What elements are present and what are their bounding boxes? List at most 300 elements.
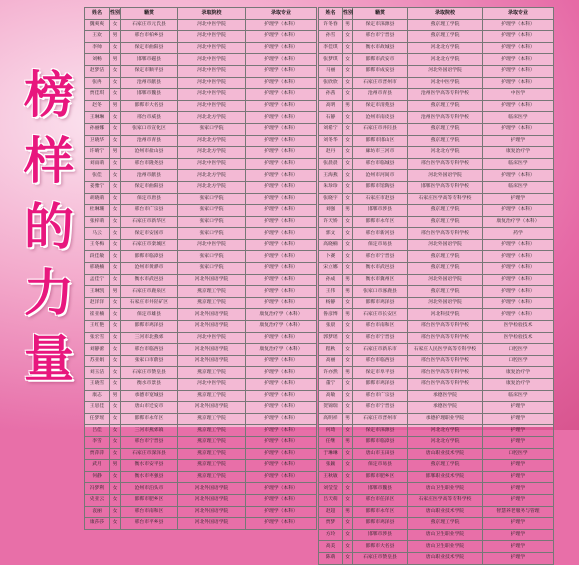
- gender-cell: 女: [110, 321, 121, 333]
- major-cell: 护理学（本科）: [246, 506, 317, 518]
- header-major: 录取专业: [483, 8, 554, 20]
- hometown-cell: 保定市清苑县: [353, 100, 408, 112]
- name-cell: 张晨晨: [319, 158, 343, 170]
- college-cell: 河北北方学院: [178, 170, 246, 182]
- title-char: 榜: [24, 65, 74, 124]
- table-row: [85, 263, 317, 275]
- college-cell: 河北北方学院: [408, 54, 483, 66]
- major-cell: 护理学（本科）: [483, 297, 554, 309]
- hometown-cell: 保定市曲阳县: [121, 181, 178, 193]
- college-cell: 河北北方学院: [408, 42, 483, 54]
- name-cell: 赵冬: [85, 100, 110, 112]
- college-cell: 石家庄医学高等专科学校: [408, 193, 483, 205]
- name-cell: 刘莹莹: [319, 483, 343, 495]
- major-cell: 护理学（本科）: [246, 251, 317, 263]
- major-cell: 护理学（本科）: [246, 42, 317, 54]
- college-cell: 邯郸职业技术学院: [408, 471, 483, 483]
- hometown-cell: 邯郸市永年区: [353, 506, 408, 518]
- hometown-cell: 邢台市临西县: [121, 344, 178, 356]
- table-row: [319, 390, 554, 402]
- major-cell: 护理学（本科）: [483, 274, 554, 286]
- gender-cell: 男: [110, 460, 121, 472]
- major-cell: 口腔医学: [483, 448, 554, 460]
- gender-cell: 女: [110, 425, 121, 437]
- table-row: [85, 193, 317, 205]
- major-cell: 护理学（本科）: [246, 123, 317, 135]
- gender-cell: 女: [343, 425, 353, 437]
- table-row: [319, 448, 554, 460]
- college-cell: 张家口学院: [178, 123, 246, 135]
- college-cell: 承德医学院: [408, 390, 483, 402]
- gender-cell: 女: [343, 251, 353, 263]
- table-row: [85, 251, 317, 263]
- major-cell: 护理学（本科）: [246, 31, 317, 43]
- hometown-cell: 石家庄市鹿泉区: [121, 286, 178, 298]
- major-cell: 护理学（本科）: [483, 19, 554, 31]
- gender-cell: 女: [110, 112, 121, 124]
- hometown-cell: 石家庄市井陉县: [353, 123, 408, 135]
- name-cell: 王海燕: [319, 170, 343, 182]
- gender-cell: 女: [110, 506, 121, 518]
- table-row: [319, 413, 554, 425]
- hometown-cell: 邢台市宁晋县: [353, 251, 408, 263]
- name-cell: 王欢: [85, 31, 110, 43]
- table-row: [319, 239, 554, 251]
- major-cell: 护理学（本科）: [246, 332, 317, 344]
- gender-cell: 女: [110, 65, 121, 77]
- table-row: [319, 518, 554, 530]
- major-cell: 护理学: [483, 518, 554, 530]
- table-row: [85, 181, 317, 193]
- hometown-cell: 保定市阜平县: [353, 367, 408, 379]
- major-cell: 护理学: [483, 402, 554, 414]
- name-cell: 刘静蕾: [85, 344, 110, 356]
- college-cell: 张家口学院: [178, 228, 246, 240]
- college-cell: 河北中医学院: [178, 239, 246, 251]
- gender-cell: 女: [343, 529, 353, 541]
- gender-cell: 男: [110, 54, 121, 66]
- name-cell: 崔亚楠: [85, 309, 110, 321]
- hometown-cell: 邯郸市涉县: [353, 529, 408, 541]
- name-cell: 高明: [319, 100, 343, 112]
- college-cell: 燕京理工学院: [178, 286, 246, 298]
- major-cell: 护理学: [483, 552, 554, 564]
- gender-cell: 女: [343, 518, 353, 530]
- college-cell: 河北外国语学院: [178, 309, 246, 321]
- table-row: [85, 355, 317, 367]
- gender-cell: 女: [110, 367, 121, 379]
- hometown-cell: 唐山市玉田县: [353, 448, 408, 460]
- table-header-row: [319, 8, 554, 20]
- major-cell: 护理学（本科）: [246, 367, 317, 379]
- major-cell: 护理学（本科）: [246, 193, 317, 205]
- gender-cell: 女: [343, 42, 353, 54]
- gender-cell: 男: [343, 367, 353, 379]
- major-cell: 护理学（本科）: [246, 483, 317, 495]
- header-college: 录取院校: [408, 8, 483, 20]
- hometown-cell: 邯郸市武安市: [353, 54, 408, 66]
- hometown-cell: 邯郸市魏县: [353, 483, 408, 495]
- major-cell: 护理学（本科）: [246, 402, 317, 414]
- major-cell: 护理学（本科）: [483, 309, 554, 321]
- table-row: [319, 425, 554, 437]
- table-row: [319, 379, 554, 391]
- table-row: [85, 518, 317, 530]
- college-cell: 邢台医学高等专科学校: [408, 158, 483, 170]
- table-row: [319, 529, 554, 541]
- gender-cell: 女: [110, 239, 121, 251]
- major-cell: 护理学: [483, 483, 554, 495]
- hometown-cell: 保定市安国市: [121, 228, 178, 240]
- college-cell: 石家庄医学高等专科学校: [408, 494, 483, 506]
- college-cell: 河北外国语学院: [408, 170, 483, 182]
- major-cell: 护理学（本科）: [246, 158, 317, 170]
- college-cell: 邢台医学高等专科学校: [408, 367, 483, 379]
- table-row: [85, 297, 317, 309]
- college-cell: 河北外国语学院: [178, 321, 246, 333]
- gender-cell: 女: [110, 379, 121, 391]
- hometown-cell: 邢台市隆尧县: [121, 158, 178, 170]
- table-row: [319, 309, 554, 321]
- hometown-cell: 沧州市南皮县: [353, 112, 408, 124]
- table-row: [319, 367, 554, 379]
- college-cell: 承德护理职业学院: [408, 413, 483, 425]
- hometown-cell: 保定市顺平县: [121, 65, 178, 77]
- gender-cell: 男: [343, 19, 353, 31]
- college-cell: 河北中医学院: [178, 332, 246, 344]
- gender-cell: 女: [110, 263, 121, 275]
- major-cell: 护理学（本科）: [483, 251, 554, 263]
- header-hometown: 籍贯: [121, 8, 178, 20]
- major-cell: 护理学（本科）: [483, 100, 554, 112]
- college-cell: 河北中医学院: [178, 100, 246, 112]
- major-cell: 护理学: [483, 193, 554, 205]
- gender-cell: 女: [343, 402, 353, 414]
- gender-cell: 女: [343, 193, 353, 205]
- table-row: [319, 147, 554, 159]
- name-cell: 张晓宇: [319, 193, 343, 205]
- gender-cell: 女: [110, 228, 121, 240]
- college-cell: 河北外国语学院: [178, 494, 246, 506]
- gender-cell: 女: [110, 436, 121, 448]
- table-row: [319, 65, 554, 77]
- name-cell: 李雪: [85, 436, 110, 448]
- table-row: [319, 135, 554, 147]
- name-cell: 李佳琪: [319, 42, 343, 54]
- hometown-cell: 沧州市青县: [121, 135, 178, 147]
- hometown-cell: 邢台市宁晋县: [353, 332, 408, 344]
- major-cell: 护理学（本科）: [246, 274, 317, 286]
- name-cell: 吕佳: [85, 425, 110, 437]
- table-row: [319, 460, 554, 472]
- name-cell: 何静: [85, 471, 110, 483]
- name-cell: 卫晓华: [85, 135, 110, 147]
- major-cell: 护理学（本科）: [246, 390, 317, 402]
- table-row: [85, 239, 317, 251]
- table-row: [319, 170, 554, 182]
- name-cell: 贺锦瑞: [319, 402, 343, 414]
- gender-cell: 女: [343, 65, 353, 77]
- name-cell: 袁丽: [85, 506, 110, 518]
- hometown-cell: 邯郸市大名县: [121, 100, 178, 112]
- major-cell: 护理学（本科）: [246, 297, 317, 309]
- college-cell: 燕京理工学院: [178, 460, 246, 472]
- major-cell: 康复治疗学: [483, 147, 554, 159]
- hometown-cell: 石家庄市元氏县: [121, 19, 178, 31]
- name-cell: 张佳: [85, 170, 110, 182]
- hometown-cell: 邯郸市永年区: [121, 413, 178, 425]
- table-row: [85, 19, 317, 31]
- college-cell: 河北北方学院: [408, 436, 483, 448]
- college-cell: 燕京理工学院: [178, 390, 246, 402]
- gender-cell: 女: [343, 239, 353, 251]
- college-cell: 唐山卫生职业学院: [408, 483, 483, 495]
- title-char: 的: [24, 197, 74, 256]
- gender-cell: 女: [110, 193, 121, 205]
- table-row: [85, 135, 317, 147]
- major-cell: 护理学（本科）: [246, 460, 317, 472]
- hometown-cell: 邯郸市邯山区: [353, 135, 408, 147]
- hometown-cell: 唐山市迁安市: [121, 402, 178, 414]
- table-row: [85, 170, 317, 182]
- major-cell: 护理学（本科）: [246, 448, 317, 460]
- table-row: [85, 309, 317, 321]
- table-row: [319, 54, 554, 66]
- name-cell: 邢晓楠: [85, 263, 110, 275]
- college-cell: 河北外国语学院: [178, 518, 246, 530]
- name-cell: 冯梦利: [85, 483, 110, 495]
- name-cell: 王琳凯: [85, 286, 110, 298]
- table-row: [319, 483, 554, 495]
- table-row: [85, 112, 317, 124]
- college-cell: 河北中医学院: [178, 158, 246, 170]
- major-cell: 护理学: [483, 425, 554, 437]
- major-cell: 临床医学: [483, 112, 554, 124]
- table-row: [85, 274, 317, 286]
- name-cell: 张颖: [319, 460, 343, 472]
- gender-cell: 男: [110, 147, 121, 159]
- name-cell: 任继: [319, 436, 343, 448]
- header-major: 录取专业: [246, 8, 317, 20]
- name-cell: 何琦: [319, 425, 343, 437]
- table-row: [319, 494, 554, 506]
- college-cell: 燕京理工学院: [408, 518, 483, 530]
- table-row: [85, 506, 317, 518]
- hometown-cell: 邯郸市大名县: [353, 541, 408, 553]
- hometown-cell: 石家庄市深泽县: [121, 448, 178, 460]
- table-row: [319, 274, 554, 286]
- hometown-cell: 沧州市盐山县: [121, 147, 178, 159]
- title-char: 样: [24, 131, 74, 190]
- hometown-cell: 衡水市武邑县: [353, 263, 408, 275]
- college-cell: 河北外国语学院: [178, 355, 246, 367]
- major-cell: 护理学（本科）: [246, 413, 317, 425]
- major-cell: 护理学（本科）: [483, 263, 554, 275]
- college-cell: 河北外国语学院: [408, 239, 483, 251]
- hometown-cell: 邯郸市永年区: [353, 216, 408, 228]
- hometown-cell: 邯郸市鸡泽县: [121, 321, 178, 333]
- major-cell: 护理学（本科）: [483, 239, 554, 251]
- hometown-cell: 衡水市枣强县: [121, 471, 178, 483]
- left-table-panel: [84, 7, 316, 526]
- name-cell: 张梦琪: [319, 54, 343, 66]
- college-cell: 邢台医学高等专科学校: [408, 321, 483, 333]
- college-cell: 燕京理工学院: [408, 205, 483, 217]
- hometown-cell: 石家庄市栾城区: [121, 239, 178, 251]
- college-cell: 燕京理工学院: [178, 297, 246, 309]
- name-cell: 史亚云: [85, 494, 110, 506]
- college-cell: 石家庄人民医学高等专科学校: [408, 344, 483, 356]
- hometown-cell: 石家庄市井陉矿区: [121, 297, 178, 309]
- name-cell: 石静: [319, 112, 343, 124]
- table-row: [85, 332, 317, 344]
- gender-cell: 女: [343, 89, 353, 101]
- hometown-cell: 保定市涞源县: [353, 425, 408, 437]
- gender-cell: 女: [110, 483, 121, 495]
- name-cell: 马云: [85, 228, 110, 240]
- major-cell: 护理学（本科）: [246, 54, 317, 66]
- major-cell: 护理学: [483, 471, 554, 483]
- major-cell: 护理学（本科）: [246, 436, 317, 448]
- table-row: [85, 89, 317, 101]
- table-row: [85, 65, 317, 77]
- college-cell: 燕京理工学院: [408, 19, 483, 31]
- table-row: [319, 251, 554, 263]
- vertical-title: [14, 65, 84, 400]
- gender-cell: 女: [110, 251, 121, 263]
- hometown-cell: 邯郸市馆陶县: [353, 181, 408, 193]
- table-row: [85, 344, 317, 356]
- hometown-cell: 保定市涞源县: [353, 19, 408, 31]
- name-cell: 贾梦: [319, 518, 343, 530]
- name-cell: 王红艳: [85, 321, 110, 333]
- hometown-cell: 邢台市柏乡县: [121, 31, 178, 43]
- table-row: [85, 158, 317, 170]
- major-cell: 口腔医学: [483, 355, 554, 367]
- gender-cell: 女: [110, 448, 121, 460]
- gender-cell: 女: [343, 332, 353, 344]
- gender-cell: 男: [343, 413, 353, 425]
- name-cell: 许亦然: [319, 367, 343, 379]
- name-cell: 程秋: [319, 344, 343, 356]
- hometown-cell: 张家口市涿鹿县: [353, 286, 408, 298]
- hometown-cell: 石家庄市长安区: [353, 309, 408, 321]
- hometown-cell: 保定市易县: [353, 460, 408, 472]
- name-cell: 马丽: [319, 65, 343, 77]
- table-row: [319, 332, 554, 344]
- name-cell: 武月: [85, 460, 110, 472]
- table-row: [85, 379, 317, 391]
- name-cell: 于琳琳: [319, 448, 343, 460]
- gender-cell: 女: [343, 355, 353, 367]
- gender-cell: 女: [110, 77, 121, 89]
- hometown-cell: 邢台市威县: [121, 112, 178, 124]
- table-row: [85, 425, 317, 437]
- hometown-cell: 廊坊市三河市: [353, 147, 408, 159]
- name-cell: 赵丹: [319, 147, 343, 159]
- table-row: [319, 506, 554, 518]
- right-table-panel: [318, 7, 553, 561]
- hometown-cell: 邢台市临城县: [353, 158, 408, 170]
- table-row: [319, 402, 554, 414]
- gender-cell: 女: [110, 170, 121, 182]
- gender-cell: 男: [110, 390, 121, 402]
- gender-cell: 男: [343, 309, 353, 321]
- college-cell: 河北北方学院: [178, 181, 246, 193]
- major-cell: 护理学: [483, 135, 554, 147]
- table-row: [85, 321, 317, 333]
- gender-cell: 女: [110, 518, 121, 530]
- hometown-cell: 承德市宽城县: [121, 390, 178, 402]
- name-cell: 王伟: [319, 286, 343, 298]
- college-cell: 张家口学院: [178, 263, 246, 275]
- college-cell: 邢台医学高等专科学校: [408, 355, 483, 367]
- college-cell: 河北北方学院: [408, 147, 483, 159]
- college-cell: 张家口学院: [178, 251, 246, 263]
- name-cell: 贾萍萍: [85, 448, 110, 460]
- hometown-cell: 邢台市平乡县: [121, 518, 178, 530]
- hometown-cell: 邢台市广宗县: [353, 390, 408, 402]
- table-row: [319, 541, 554, 553]
- college-cell: 邢台医学高等专科学校: [408, 332, 483, 344]
- major-cell: 护理学（本科）: [246, 89, 317, 101]
- gender-cell: 女: [110, 309, 121, 321]
- gender-cell: 女: [343, 216, 353, 228]
- table-row: [319, 552, 554, 564]
- major-cell: 护理学: [483, 494, 554, 506]
- gender-cell: 女: [343, 321, 353, 333]
- major-cell: 康复治疗学（本科）: [246, 309, 317, 321]
- hometown-cell: 沧州市河间市: [353, 170, 408, 182]
- name-cell: 康志: [85, 390, 110, 402]
- college-cell: 燕京理工学院: [408, 31, 483, 43]
- table-row: [319, 89, 554, 101]
- major-cell: 临床医学: [483, 390, 554, 402]
- table-row: [85, 54, 317, 66]
- major-cell: 护理学（本科）: [483, 65, 554, 77]
- left-admission-table: [84, 7, 317, 530]
- table-row: [85, 77, 317, 89]
- name-cell: 董宁: [319, 379, 343, 391]
- major-cell: 护理学（本科）: [246, 355, 317, 367]
- gender-cell: 女: [343, 460, 353, 472]
- major-cell: 护理学（本科）: [246, 77, 317, 89]
- name-cell: 任梦瑶: [85, 413, 110, 425]
- name-cell: 张晨: [319, 321, 343, 333]
- table-row: [85, 494, 317, 506]
- gender-cell: 男: [110, 286, 121, 298]
- table-row: [85, 31, 317, 43]
- hometown-cell: 邢台市新河县: [353, 228, 408, 240]
- hometown-cell: 邢台市任泽区: [353, 494, 408, 506]
- table-row: [319, 263, 554, 275]
- college-cell: 唐山职业技术学院: [408, 506, 483, 518]
- gender-cell: 女: [110, 89, 121, 101]
- hometown-cell: 邯郸市磁县: [121, 54, 178, 66]
- gender-cell: 女: [110, 332, 121, 344]
- gender-cell: 女: [343, 31, 353, 43]
- name-cell: 刘雨萌: [85, 158, 110, 170]
- name-cell: 王晓雪: [85, 379, 110, 391]
- college-cell: 河北中医学院: [178, 77, 246, 89]
- table-row: [319, 181, 554, 193]
- table-row: [319, 205, 554, 217]
- college-cell: 河北北方学院: [178, 147, 246, 159]
- hometown-cell: 邯郸市肥乡区: [121, 494, 178, 506]
- hometown-cell: 沧州市献县: [121, 77, 178, 89]
- table-row: [85, 286, 317, 298]
- name-cell: 胡晓萌: [85, 193, 110, 205]
